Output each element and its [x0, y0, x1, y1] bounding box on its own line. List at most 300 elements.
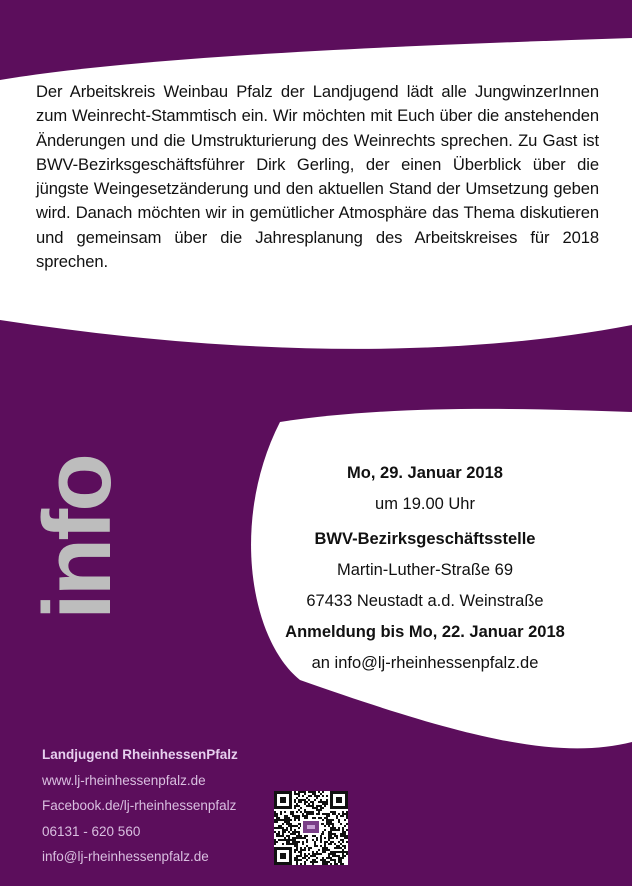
qr-module — [280, 813, 282, 815]
qr-module — [288, 831, 290, 833]
qr-module — [286, 841, 288, 843]
qr-module — [292, 815, 294, 817]
qr-module — [322, 833, 324, 835]
qr-module — [294, 837, 296, 839]
qr-module — [316, 857, 318, 859]
qr-module — [326, 815, 328, 817]
registration-contact[interactable]: an info@lj-rheinhessenpfalz.de — [311, 654, 539, 672]
qr-module — [318, 801, 320, 803]
qr-module — [324, 849, 326, 851]
qr-module — [332, 833, 334, 835]
qr-module — [306, 841, 308, 843]
qr-module — [330, 821, 332, 823]
qr-module — [334, 827, 336, 829]
qr-module — [308, 805, 310, 807]
qr-module — [322, 831, 324, 833]
qr-module — [344, 855, 346, 857]
contact-block — [42, 742, 238, 870]
qr-module — [332, 811, 334, 813]
qr-module — [334, 843, 336, 845]
qr-module — [336, 855, 338, 857]
qr-module — [274, 815, 276, 817]
qr-module — [318, 809, 320, 811]
qr-module — [278, 827, 280, 829]
qr-module — [298, 827, 300, 829]
qr-module — [308, 795, 310, 797]
qr-module — [302, 857, 304, 859]
qr-module — [290, 823, 292, 825]
qr-module — [320, 805, 322, 807]
qr-module — [344, 831, 346, 833]
qr-module — [300, 847, 302, 849]
qr-module — [330, 841, 332, 843]
qr-module — [308, 813, 310, 815]
qr-module — [282, 839, 284, 841]
qr-module — [336, 815, 338, 817]
qr-module — [334, 861, 336, 863]
qr-module — [304, 849, 306, 851]
qr-module — [310, 861, 312, 863]
qr-module — [342, 833, 344, 835]
qr-module — [290, 819, 292, 821]
qr-code-icon[interactable] — [274, 791, 348, 865]
website-link[interactable]: www.lj-rheinhessenpfalz.de — [42, 772, 206, 788]
qr-module — [324, 805, 326, 807]
qr-module — [302, 815, 304, 817]
qr-module — [330, 819, 332, 821]
qr-module — [330, 837, 332, 839]
qr-module — [334, 863, 336, 865]
qr-module — [296, 849, 298, 851]
qr-module — [280, 827, 282, 829]
qr-module — [308, 849, 310, 851]
qr-module — [320, 809, 322, 811]
qr-module — [334, 847, 336, 849]
qr-module — [340, 859, 342, 861]
qr-module — [306, 839, 308, 841]
qr-module — [298, 823, 300, 825]
qr-module — [300, 851, 302, 853]
qr-module — [306, 855, 308, 857]
qr-module — [300, 807, 302, 809]
qr-module — [328, 839, 330, 841]
qr-module — [322, 849, 324, 851]
qr-module — [334, 851, 336, 853]
qr-module — [346, 817, 348, 819]
qr-module — [300, 863, 302, 865]
qr-module — [340, 843, 342, 845]
qr-module — [338, 861, 340, 863]
qr-module — [320, 845, 322, 847]
qr-module — [330, 829, 332, 831]
qr-module — [318, 813, 320, 815]
registration-deadline: Anmeldung bis Mo, 22. Januar 2018 — [285, 623, 565, 641]
qr-module — [298, 805, 300, 807]
qr-module — [342, 841, 344, 843]
qr-module — [322, 819, 324, 821]
qr-module — [284, 811, 286, 813]
qr-module — [326, 849, 328, 851]
qr-module — [318, 811, 320, 813]
qr-module — [278, 833, 280, 835]
qr-module — [304, 811, 306, 813]
qr-module — [322, 795, 324, 797]
qr-module — [294, 839, 296, 841]
qr-module — [298, 795, 300, 797]
info-logo — [24, 420, 131, 620]
qr-module — [340, 861, 342, 863]
qr-module — [336, 829, 338, 831]
qr-module — [316, 797, 318, 799]
qr-module — [316, 851, 318, 853]
qr-module — [298, 831, 300, 833]
qr-module — [318, 817, 320, 819]
qr-module — [288, 821, 290, 823]
qr-module — [296, 835, 298, 837]
qr-module — [320, 853, 322, 855]
qr-module — [288, 823, 290, 825]
qr-module — [310, 855, 312, 857]
qr-module — [284, 829, 286, 831]
qr-module — [344, 833, 346, 835]
qr-module — [338, 827, 340, 829]
qr-module — [322, 813, 324, 815]
qr-module — [342, 815, 344, 817]
qr-module — [314, 855, 316, 857]
qr-module — [300, 811, 302, 813]
event-street: Martin-Luther-Straße 69 — [336, 561, 514, 579]
qr-module — [298, 793, 300, 795]
qr-module — [274, 843, 276, 845]
qr-module — [276, 821, 278, 823]
qr-module — [276, 819, 278, 821]
qr-module — [322, 791, 324, 793]
qr-module — [292, 843, 294, 845]
qr-module — [294, 815, 296, 817]
qr-module — [314, 859, 316, 861]
qr-module — [316, 809, 318, 811]
qr-module — [340, 851, 342, 853]
qr-module — [310, 813, 312, 815]
qr-module — [306, 805, 308, 807]
qr-module — [274, 821, 276, 823]
qr-module — [290, 843, 292, 845]
qr-module — [312, 807, 314, 809]
qr-module — [308, 847, 310, 849]
qr-module — [330, 835, 332, 837]
qr-module — [332, 841, 334, 843]
qr-module — [330, 857, 332, 859]
qr-module — [320, 817, 322, 819]
qr-module — [330, 859, 332, 861]
qr-module — [334, 859, 336, 861]
qr-module — [278, 819, 280, 821]
qr-module — [320, 793, 322, 795]
qr-module — [328, 853, 330, 855]
qr-module — [284, 819, 286, 821]
qr-module — [296, 817, 298, 819]
qr-module — [298, 801, 300, 803]
qr-module — [296, 847, 298, 849]
qr-module — [304, 847, 306, 849]
qr-module — [294, 791, 296, 793]
qr-module — [330, 827, 332, 829]
qr-module — [338, 847, 340, 849]
qr-module — [322, 857, 324, 859]
qr-module — [332, 829, 334, 831]
info-logo-text: info — [24, 456, 131, 620]
qr-module — [324, 861, 326, 863]
qr-module — [296, 837, 298, 839]
qr-module — [340, 815, 342, 817]
qr-module — [294, 849, 296, 851]
qr-module — [304, 793, 306, 795]
qr-module — [342, 813, 344, 815]
qr-module — [284, 817, 286, 819]
qr-module — [336, 847, 338, 849]
qr-module — [298, 833, 300, 835]
qr-module — [292, 839, 294, 841]
qr-module — [324, 851, 326, 853]
qr-module — [304, 817, 306, 819]
event-city: 67433 Neustadt a.d. Weinstraße — [306, 592, 544, 610]
qr-module — [276, 833, 278, 835]
qr-module — [330, 833, 332, 835]
qr-module — [318, 805, 320, 807]
qr-module — [312, 801, 314, 803]
qr-module — [332, 827, 334, 829]
qr-module — [306, 817, 308, 819]
qr-module — [308, 857, 310, 859]
qr-module — [340, 857, 342, 859]
qr-module — [328, 819, 330, 821]
qr-module — [288, 825, 290, 827]
qr-module — [302, 795, 304, 797]
qr-module — [344, 819, 346, 821]
qr-module — [342, 863, 344, 865]
qr-module — [346, 841, 348, 843]
qr-module — [340, 835, 342, 837]
qr-module — [292, 825, 294, 827]
event-date: Mo, 29. Januar 2018 — [347, 464, 503, 482]
qr-module — [282, 819, 284, 821]
qr-module — [328, 831, 330, 833]
qr-module — [344, 813, 346, 815]
qr-module — [326, 863, 328, 865]
qr-module — [300, 791, 302, 793]
qr-module — [342, 839, 344, 841]
qr-module — [282, 833, 284, 835]
event-venue: BWV-Bezirksgeschäftsstelle — [314, 530, 536, 548]
qr-module — [326, 841, 328, 843]
qr-module — [288, 841, 290, 843]
qr-module — [298, 819, 300, 821]
qr-module — [302, 843, 304, 845]
qr-module — [344, 837, 346, 839]
qr-module — [290, 839, 292, 841]
qr-module — [314, 807, 316, 809]
qr-module — [300, 855, 302, 857]
qr-module — [294, 825, 296, 827]
qr-module — [292, 813, 294, 815]
qr-module — [298, 855, 300, 857]
organization-name: Landjugend RheinhessenPfalz — [42, 747, 238, 762]
qr-module — [316, 839, 318, 841]
qr-module — [326, 861, 328, 863]
qr-module — [324, 837, 326, 839]
qr-module — [326, 857, 328, 859]
qr-module — [298, 817, 300, 819]
qr-module — [292, 837, 294, 839]
qr-module — [326, 817, 328, 819]
qr-module — [294, 859, 296, 861]
qr-module — [340, 863, 342, 865]
qr-module — [296, 825, 298, 827]
qr-module — [308, 791, 310, 793]
qr-module — [316, 807, 318, 809]
qr-module — [332, 853, 334, 855]
qr-module — [320, 799, 322, 801]
qr-module — [294, 843, 296, 845]
qr-module — [310, 791, 312, 793]
qr-module — [336, 817, 338, 819]
qr-module — [312, 855, 314, 857]
qr-module — [338, 857, 340, 859]
qr-module — [312, 793, 314, 795]
qr-module — [312, 861, 314, 863]
qr-module — [342, 831, 344, 833]
qr-module — [328, 823, 330, 825]
qr-module — [306, 801, 308, 803]
qr-module — [346, 837, 348, 839]
qr-module — [304, 861, 306, 863]
qr-module — [292, 833, 294, 835]
qr-module — [294, 831, 296, 833]
qr-module — [312, 813, 314, 815]
qr-module — [296, 859, 298, 861]
qr-module — [328, 857, 330, 859]
qr-module — [310, 847, 312, 849]
qr-module — [296, 863, 298, 865]
facebook-link[interactable]: Facebook.de/lj-rheinhessenpfalz — [42, 798, 237, 813]
qr-module — [302, 799, 304, 801]
qr-module — [326, 847, 328, 849]
qr-module — [298, 835, 300, 837]
qr-module — [288, 839, 290, 841]
qr-module — [310, 795, 312, 797]
qr-module — [320, 837, 322, 839]
qr-module — [324, 825, 326, 827]
qr-module — [300, 835, 302, 837]
qr-module — [316, 837, 318, 839]
qr-module — [342, 849, 344, 851]
qr-module — [320, 841, 322, 843]
qr-module — [274, 841, 276, 843]
email-link[interactable]: info@lj-rheinhessenpfalz.de — [42, 849, 209, 864]
qr-module — [342, 851, 344, 853]
qr-module — [328, 835, 330, 837]
qr-module — [342, 845, 344, 847]
qr-module — [304, 801, 306, 803]
qr-module — [330, 823, 332, 825]
qr-module — [342, 855, 344, 857]
qr-module — [346, 811, 348, 813]
qr-module — [314, 817, 316, 819]
qr-module — [346, 813, 348, 815]
qr-module — [332, 823, 334, 825]
qr-module — [292, 811, 294, 813]
qr-module — [294, 807, 296, 809]
qr-module — [318, 853, 320, 855]
qr-module — [294, 851, 296, 853]
qr-module — [288, 843, 290, 845]
qr-module — [304, 853, 306, 855]
qr-module — [276, 817, 278, 819]
qr-module — [286, 827, 288, 829]
qr-module — [282, 823, 284, 825]
qr-module — [300, 837, 302, 839]
qr-module — [276, 841, 278, 843]
qr-module — [284, 839, 286, 841]
qr-module — [300, 853, 302, 855]
qr-module — [320, 801, 322, 803]
qr-module — [338, 819, 340, 821]
qr-module — [312, 803, 314, 805]
qr-module — [332, 825, 334, 827]
qr-module — [322, 801, 324, 803]
qr-module — [320, 807, 322, 809]
qr-module — [284, 831, 286, 833]
qr-module — [296, 845, 298, 847]
qr-module — [312, 863, 314, 865]
qr-module — [312, 835, 314, 837]
qr-module — [322, 863, 324, 865]
qr-module — [330, 843, 332, 845]
qr-module — [332, 851, 334, 853]
qr-module — [322, 861, 324, 863]
qr-module — [336, 851, 338, 853]
qr-module — [298, 815, 300, 817]
qr-module — [298, 851, 300, 853]
qr-module — [296, 831, 298, 833]
event-time: um 19.00 Uhr — [375, 495, 475, 513]
qr-module — [308, 811, 310, 813]
qr-module — [296, 815, 298, 817]
qr-module — [346, 851, 348, 853]
qr-module — [338, 855, 340, 857]
qr-module — [330, 851, 332, 853]
qr-module — [290, 827, 292, 829]
qr-module — [282, 831, 284, 833]
qr-module — [332, 813, 334, 815]
qr-module — [300, 859, 302, 861]
qr-module — [336, 837, 338, 839]
qr-module — [314, 843, 316, 845]
qr-module — [342, 853, 344, 855]
qr-module — [320, 839, 322, 841]
qr-module — [298, 859, 300, 861]
qr-module — [278, 835, 280, 837]
qr-module — [306, 811, 308, 813]
qr-module — [304, 857, 306, 859]
qr-module — [346, 835, 348, 837]
qr-module — [328, 837, 330, 839]
event-details — [262, 458, 588, 679]
qr-module — [296, 841, 298, 843]
qr-module — [330, 853, 332, 855]
qr-module — [282, 843, 284, 845]
qr-module — [304, 863, 306, 865]
